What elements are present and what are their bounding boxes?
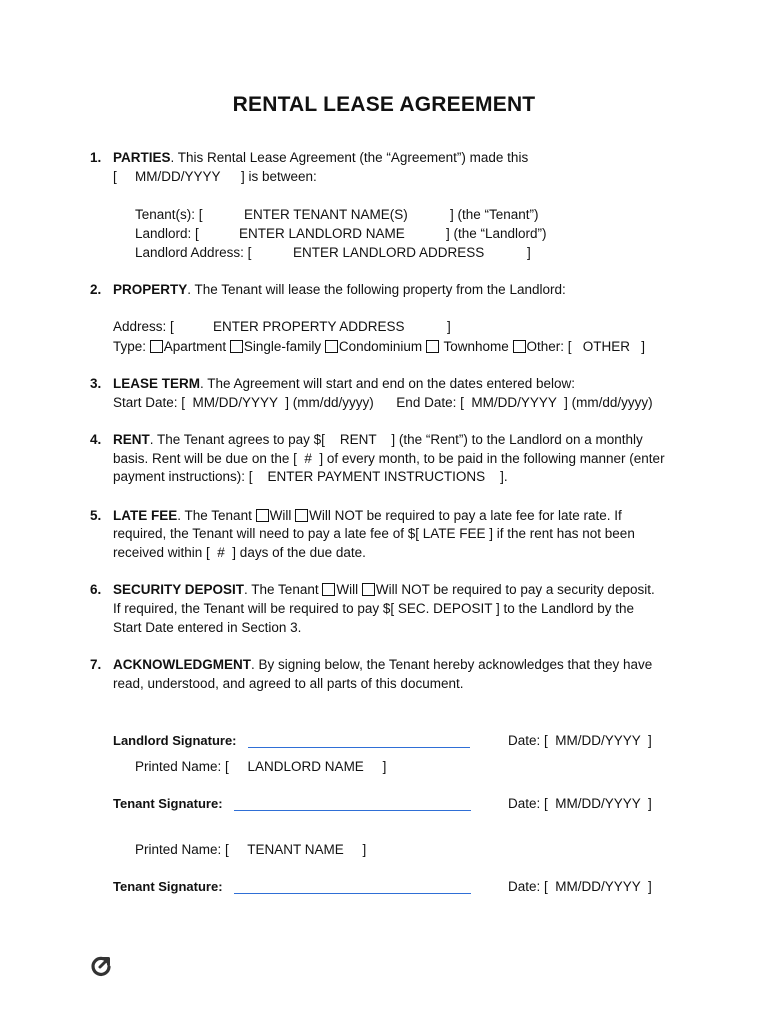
property-address-suffix: ] — [447, 319, 451, 334]
tenant-signature-label: Tenant Signature: — [113, 879, 223, 894]
section-heading: LATE FEE — [113, 508, 178, 523]
section-1-line-1 — [113, 149, 528, 167]
type-option: Condominium — [338, 339, 423, 354]
section-7-line-1 — [113, 656, 652, 674]
type-label: Type: — [113, 339, 147, 354]
tenant-suffix: ] (the “Tenant”) — [450, 207, 539, 222]
tenant-signature-line[interactable] — [234, 810, 471, 811]
section-heading: SECURITY DEPOSIT — [113, 582, 245, 597]
landlord-printed-name[interactable]: Printed Name: [ LANDLORD NAME ] — [135, 759, 387, 774]
section-heading: PARTIES — [113, 150, 171, 165]
section-text: . The Agreement will start and end on the dates entered below: — [200, 376, 576, 391]
agreement-date-field[interactable]: MM/DD/YYYY — [135, 169, 221, 184]
bracket-open: [ — [113, 169, 117, 184]
late-fee-line-2: required, the Tenant will need to pay a late fee of $[ LATE FEE ] if the rent has not been — [113, 526, 635, 541]
acknowledgment-line-2: read, understood, and agreed to all parts of this document. — [113, 676, 464, 691]
tenant-signature-line[interactable] — [234, 893, 471, 894]
section-number: 3. — [90, 376, 102, 391]
section-number: 4. — [90, 432, 102, 447]
single-family-checkbox[interactable] — [230, 340, 243, 353]
landlord-address-suffix: ] — [527, 245, 531, 260]
section-text: . The Tenant — [177, 508, 256, 523]
section-heading: PROPERTY — [113, 282, 188, 297]
landlord-date-field[interactable]: Date: [ MM/DD/YYYY ] — [508, 733, 652, 748]
landlord-suffix: ] (the “Landlord”) — [446, 226, 547, 241]
option-will: Will — [269, 508, 296, 523]
document-title: RENTAL LEASE AGREEMENT — [232, 93, 536, 116]
other-checkbox[interactable] — [513, 340, 526, 353]
section-number: 7. — [90, 657, 102, 672]
section-text: . The Tenant agrees to pay $[ RENT ] (the “Rent”) to the Landlord on a monthly — [149, 432, 643, 447]
type-option-other[interactable]: Other: [ OTHER ] — [526, 339, 646, 354]
landlord-label: Landlord: [ — [135, 226, 199, 241]
section-3-line-1 — [113, 375, 575, 393]
section-number: 1. — [90, 150, 102, 165]
landlord-signature-line[interactable] — [248, 747, 470, 748]
lease-dates-line[interactable]: Start Date: [ MM/DD/YYYY ] (mm/dd/yyyy) End Date: [ MM/DD/YYYY ] (mm/dd/yyyy) — [113, 395, 653, 410]
bracket-close-text: ] is between: — [241, 169, 317, 184]
section-1-line-2 — [113, 168, 317, 186]
property-address-field[interactable]: ENTER PROPERTY ADDRESS — [213, 319, 405, 334]
section-heading: ACKNOWLEDGMENT — [113, 657, 251, 672]
section-number: 2. — [90, 282, 102, 297]
late-fee-will-not-checkbox[interactable] — [295, 509, 308, 522]
late-fee-will-checkbox[interactable] — [256, 509, 269, 522]
tenant-name-field[interactable]: ENTER TENANT NAME(S) — [244, 207, 408, 222]
option-will-not: Will NOT be required to pay a late fee for late rate. If — [309, 508, 622, 523]
landlord-address-field[interactable]: ENTER LANDLORD ADDRESS — [293, 245, 485, 260]
section-heading: LEASE TERM — [113, 376, 201, 391]
section-number: 6. — [90, 582, 102, 597]
section-6-line-1 — [113, 581, 655, 599]
deposit-will-not-checkbox[interactable] — [362, 583, 375, 596]
arrow-refresh-logo-icon — [89, 954, 113, 978]
property-type-row — [113, 338, 645, 356]
section-text: . This Rental Lease Agreement (the “Agreement”) made this — [170, 150, 529, 165]
option-will: Will — [336, 582, 362, 597]
type-option: Townhome — [439, 339, 509, 354]
section-text: . The Tenant will lease the following property from the Landlord: — [187, 282, 566, 297]
section-text: . By signing below, the Tenant hereby acknowledges that they have — [251, 657, 653, 672]
rent-line-2: basis. Rent will be due on the [ # ] of every month, to be paid in the following manner (enter — [113, 451, 665, 466]
section-2-line-1 — [113, 281, 566, 299]
late-fee-line-3: received within [ # ] days of the due date. — [113, 545, 366, 560]
condominium-checkbox[interactable] — [325, 340, 338, 353]
landlord-signature-label: Landlord Signature: — [113, 733, 237, 748]
tenant-date-field[interactable]: Date: [ MM/DD/YYYY ] — [508, 879, 652, 894]
tenant-label: Tenant(s): [ — [135, 207, 203, 222]
townhome-checkbox[interactable] — [426, 340, 439, 353]
landlord-name-field[interactable]: ENTER LANDLORD NAME — [239, 226, 405, 241]
type-option: Single-family — [243, 339, 322, 354]
tenant-printed-name[interactable]: Printed Name: [ TENANT NAME ] — [135, 842, 367, 857]
tenant-date-field[interactable]: Date: [ MM/DD/YYYY ] — [508, 796, 652, 811]
deposit-line-3: Start Date entered in Section 3. — [113, 620, 302, 635]
landlord-address-label: Landlord Address: [ — [135, 245, 252, 260]
rent-line-3: payment instructions): [ ENTER PAYMENT INSTRUCTIONS ]. — [113, 469, 508, 484]
section-5-line-1 — [113, 507, 622, 525]
property-address-label: Address: [ — [113, 319, 174, 334]
section-text: . The Tenant — [244, 582, 323, 597]
apartment-checkbox[interactable] — [150, 340, 163, 353]
type-option: Apartment — [163, 339, 227, 354]
section-heading: RENT — [113, 432, 150, 447]
section-4-line-1 — [113, 431, 643, 449]
tenant-signature-label: Tenant Signature: — [113, 796, 223, 811]
option-will-not: Will NOT be required to pay a security deposit. — [375, 582, 655, 597]
deposit-line-2: If required, the Tenant will be required to pay $[ SEC. DEPOSIT ] to the Landlord by the — [113, 601, 635, 616]
section-number: 5. — [90, 508, 102, 523]
deposit-will-checkbox[interactable] — [322, 583, 335, 596]
